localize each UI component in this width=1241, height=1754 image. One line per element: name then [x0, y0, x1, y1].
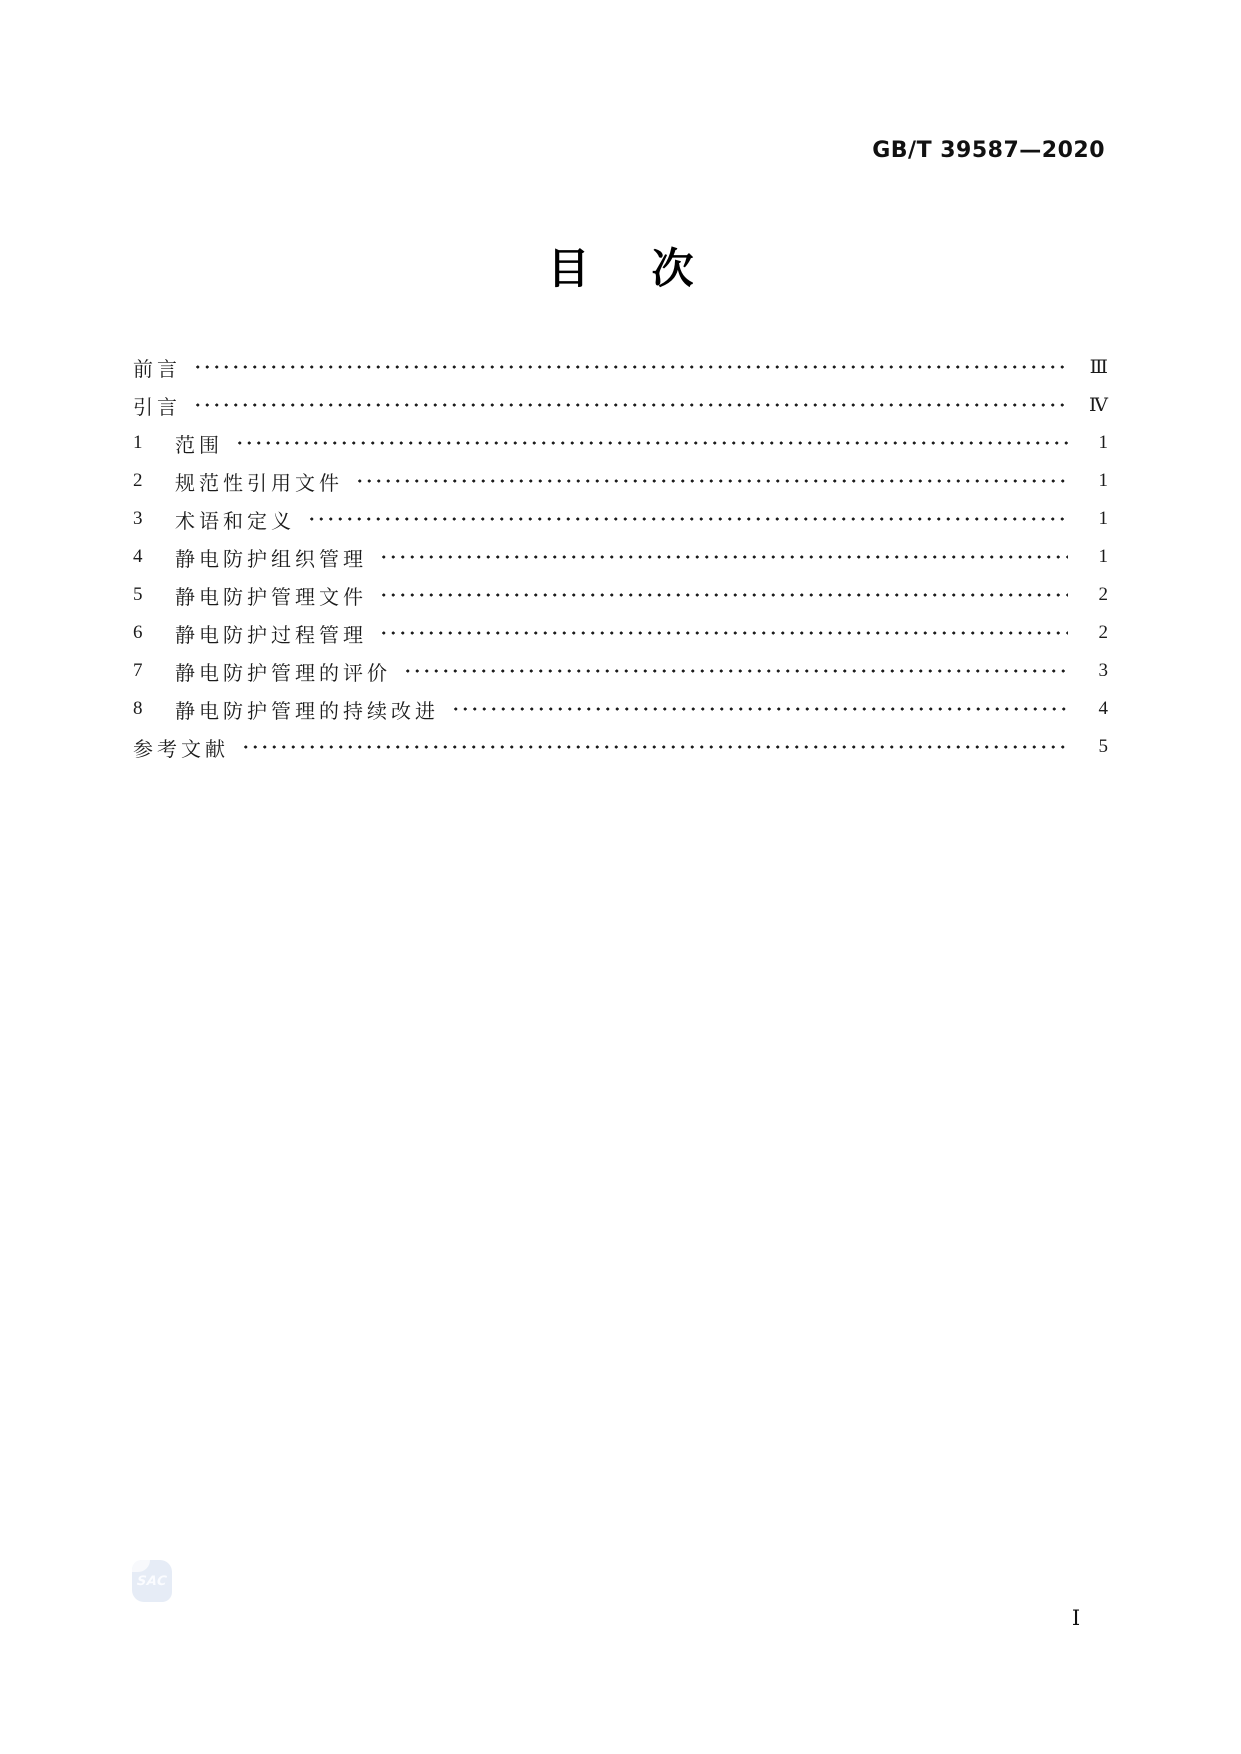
dot-leader: [235, 424, 1068, 462]
dot-leader: [193, 386, 1068, 424]
toc-entry-number: 5: [133, 584, 144, 605]
toc-entry: [133, 652, 1108, 690]
dot-leader: [379, 576, 1068, 614]
toc-entry-label: 参考文献: [133, 738, 229, 761]
toc-entry-page: 1: [1098, 432, 1108, 453]
toc-entry-label: 引言: [133, 396, 181, 419]
toc-list: [133, 348, 1108, 766]
toc-entry-label: 静电防护管理的评价: [175, 662, 391, 685]
toc-entry-label: 静电防护组织管理: [175, 548, 367, 571]
page-title: [0, 244, 1241, 293]
dot-leader: [379, 614, 1068, 652]
page-title-char-2: 次: [651, 244, 694, 293]
toc-entry-number: 6: [133, 622, 144, 643]
toc-entry-label: 规范性引用文件: [175, 472, 343, 495]
toc-entry-page: 1: [1098, 470, 1108, 491]
toc-entry: [133, 728, 1108, 766]
toc-entry-number: 4: [133, 546, 144, 567]
dot-leader: [307, 500, 1068, 538]
toc-entry-number: 8: [133, 698, 144, 719]
toc-entry-page: Ⅳ: [1089, 394, 1108, 416]
toc-entry-page: 2: [1098, 622, 1108, 643]
toc-entry-page: 5: [1098, 736, 1108, 757]
toc-entry: [133, 538, 1108, 576]
page-number: Ⅰ: [1071, 1606, 1081, 1630]
toc-entry-page: 4: [1098, 698, 1108, 719]
sac-logo-text: SAC: [136, 1573, 168, 1589]
toc-entry-label: 静电防护过程管理: [175, 624, 367, 647]
toc-entry-page: 3: [1098, 660, 1108, 681]
toc-entry-number: 7: [133, 660, 144, 681]
toc-entry: [133, 614, 1108, 652]
toc-entry-number: 3: [133, 508, 144, 529]
dot-leader: [451, 690, 1068, 728]
page-title-char-1: 目: [547, 244, 590, 293]
toc-entry-page: 1: [1098, 508, 1108, 529]
toc-entry: [133, 386, 1108, 424]
toc-entry: [133, 424, 1108, 462]
toc-entry: [133, 690, 1108, 728]
toc-entry-page: 2: [1098, 584, 1108, 605]
toc-entry-label: 术语和定义: [175, 510, 295, 533]
toc-entry-page: 1: [1098, 546, 1108, 567]
toc-entry-label: 前言: [133, 358, 181, 381]
toc-entry-label: 静电防护管理的持续改进: [175, 700, 439, 723]
toc-entry-page: Ⅲ: [1089, 356, 1108, 378]
toc-entry-label: 范围: [175, 434, 223, 457]
toc-entry-number: 1: [133, 432, 144, 453]
standard-code: GB/T 39587—2020: [872, 138, 1105, 163]
dot-leader: [355, 462, 1068, 500]
toc-entry: [133, 462, 1108, 500]
dot-leader: [241, 728, 1068, 766]
toc-entry-label: 静电防护管理文件: [175, 586, 367, 609]
toc-entry: [133, 348, 1108, 386]
dot-leader: [379, 538, 1068, 576]
toc-entry: [133, 500, 1108, 538]
toc-entry: [133, 576, 1108, 614]
dot-leader: [193, 348, 1068, 386]
dot-leader: [403, 652, 1068, 690]
toc-entry-number: 2: [133, 470, 144, 491]
sac-logo: [132, 1560, 172, 1602]
